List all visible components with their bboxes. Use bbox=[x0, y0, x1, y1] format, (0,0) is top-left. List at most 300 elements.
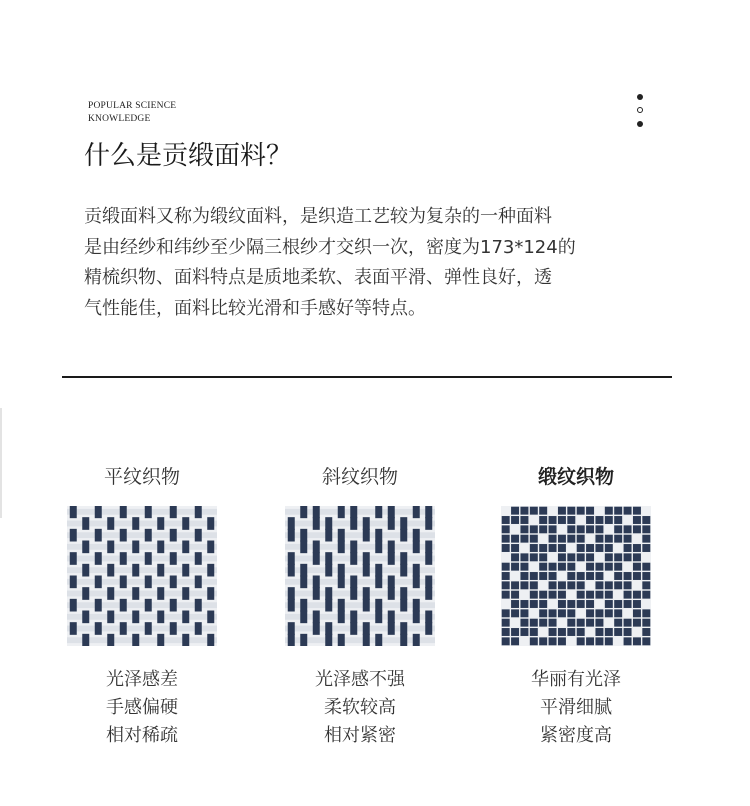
weave-cell bbox=[633, 525, 641, 533]
weave-cell bbox=[82, 541, 89, 554]
weave-cell bbox=[338, 529, 345, 542]
weave-cell bbox=[325, 634, 332, 646]
kicker-line-2: KNOWLEDGE bbox=[88, 114, 151, 124]
edge-shadow bbox=[0, 408, 2, 518]
weave-cell bbox=[350, 587, 357, 600]
weave-cell bbox=[95, 552, 102, 565]
weave-column-satin bbox=[486, 462, 666, 750]
weave-cell bbox=[170, 506, 177, 518]
weave-cell bbox=[567, 553, 575, 561]
weave-cell bbox=[530, 572, 538, 580]
weave-cell bbox=[120, 529, 127, 542]
weave-cell bbox=[313, 541, 320, 554]
weave-cell bbox=[549, 609, 557, 617]
weave-cell bbox=[132, 517, 139, 530]
weave-cell bbox=[95, 599, 102, 612]
weave-cell bbox=[605, 600, 613, 608]
weave-cell bbox=[70, 576, 77, 589]
weave-cell bbox=[642, 563, 650, 571]
weave-cell bbox=[363, 599, 370, 612]
weave-cell bbox=[633, 600, 641, 608]
weave-cell bbox=[567, 572, 575, 580]
weave-cell bbox=[549, 581, 557, 589]
weave-cell bbox=[633, 516, 641, 524]
weave-cell bbox=[313, 517, 320, 530]
weave-cell bbox=[285, 637, 435, 643]
weave-cell bbox=[107, 611, 114, 624]
weave-cell bbox=[363, 529, 370, 542]
weave-cell bbox=[170, 576, 177, 589]
weave-cell bbox=[67, 626, 217, 632]
weave-cell bbox=[502, 535, 510, 543]
weave-cell bbox=[558, 628, 566, 636]
weave-cell bbox=[300, 564, 307, 577]
weave-cell bbox=[338, 611, 345, 624]
weave-cell bbox=[539, 507, 547, 515]
weave-cell bbox=[132, 541, 139, 554]
weave-cell bbox=[313, 587, 320, 600]
weave-cell bbox=[624, 628, 632, 636]
weave-cell bbox=[363, 517, 370, 530]
weave-cell bbox=[288, 634, 295, 646]
weave-cell bbox=[595, 572, 603, 580]
weave-cell bbox=[605, 637, 613, 645]
weave-cell bbox=[157, 541, 164, 554]
weave-cell bbox=[363, 552, 370, 565]
weave-cell bbox=[350, 541, 357, 554]
weave-cell bbox=[375, 529, 382, 542]
weave-cell bbox=[170, 599, 177, 612]
weave-cell bbox=[300, 576, 307, 589]
weave-cell bbox=[558, 544, 566, 552]
weave-cell bbox=[400, 587, 407, 600]
weave-cell bbox=[549, 628, 557, 636]
weave-cell bbox=[539, 516, 547, 524]
weave-cell bbox=[586, 609, 594, 617]
weave-cell bbox=[157, 634, 164, 646]
weave-cell bbox=[375, 541, 382, 554]
weave-cell bbox=[363, 587, 370, 600]
intro-line: 精梳织物、面料特点是质地柔软、表面平滑、弹性良好，透 bbox=[84, 267, 552, 288]
weave-cell bbox=[288, 517, 295, 530]
more-options-icon[interactable] bbox=[636, 94, 644, 128]
weave-cell bbox=[567, 507, 575, 515]
weave-cell bbox=[577, 600, 585, 608]
weave-cell bbox=[595, 535, 603, 543]
weave-cell bbox=[182, 587, 189, 600]
weave-cell bbox=[595, 609, 603, 617]
weave-cell bbox=[614, 628, 622, 636]
weave-cell bbox=[388, 576, 395, 589]
weave-cell bbox=[502, 591, 510, 599]
feature-item: 紧密度高 bbox=[540, 725, 612, 746]
weave-cell bbox=[624, 525, 632, 533]
weave-cell bbox=[586, 553, 594, 561]
weave-cell bbox=[633, 609, 641, 617]
weave-cell bbox=[502, 516, 510, 524]
weave-cell bbox=[132, 564, 139, 577]
weave-cell bbox=[288, 552, 295, 565]
weave-cell bbox=[567, 525, 575, 533]
weave-cell bbox=[82, 564, 89, 577]
weave-cell bbox=[195, 529, 202, 542]
weave-cell bbox=[595, 544, 603, 552]
weave-cell bbox=[511, 535, 519, 543]
weave-cell bbox=[388, 622, 395, 635]
weave-cell bbox=[325, 552, 332, 565]
weave-cell bbox=[338, 564, 345, 577]
weave-cell bbox=[511, 516, 519, 524]
weave-cell bbox=[375, 611, 382, 624]
weave-cell bbox=[70, 529, 77, 542]
weave-cell bbox=[107, 541, 114, 554]
weave-cell bbox=[313, 506, 320, 518]
ring-icon bbox=[637, 107, 643, 113]
weave-cell bbox=[614, 516, 622, 524]
weave-cell bbox=[67, 602, 217, 608]
weave-cell bbox=[425, 622, 432, 635]
weave-cell bbox=[67, 591, 217, 597]
weave-cell bbox=[207, 517, 214, 530]
weave-cell bbox=[313, 611, 320, 624]
weave-cell bbox=[285, 626, 435, 632]
satin-weave-swatch bbox=[501, 506, 651, 646]
weave-cell bbox=[285, 544, 435, 550]
weave-cell bbox=[288, 599, 295, 612]
weave-cell bbox=[300, 611, 307, 624]
weave-cell bbox=[624, 535, 632, 543]
weave-cell bbox=[624, 619, 632, 627]
weave-cell bbox=[586, 563, 594, 571]
weave-cell bbox=[577, 581, 585, 589]
weave-cell bbox=[120, 599, 127, 612]
weave-cell bbox=[633, 637, 641, 645]
weave-cell bbox=[586, 591, 594, 599]
weave-cell bbox=[642, 525, 650, 533]
weave-cell bbox=[350, 611, 357, 624]
weave-cell bbox=[624, 553, 632, 561]
weave-cell bbox=[595, 525, 603, 533]
weave-cell bbox=[413, 634, 420, 646]
intro-paragraph bbox=[84, 202, 644, 324]
weave-cell bbox=[157, 587, 164, 600]
weave-cell bbox=[413, 564, 420, 577]
weave-cell bbox=[300, 506, 307, 518]
weave-cell bbox=[539, 525, 547, 533]
weave-cell bbox=[539, 600, 547, 608]
weave-cell bbox=[195, 622, 202, 635]
weave-cell bbox=[605, 544, 613, 552]
weave-cell bbox=[558, 591, 566, 599]
weave-cell bbox=[577, 619, 585, 627]
weave-cell bbox=[605, 553, 613, 561]
weave-cell bbox=[530, 544, 538, 552]
weave-cell bbox=[605, 581, 613, 589]
weave-cell bbox=[605, 591, 613, 599]
weave-cell bbox=[530, 628, 538, 636]
weave-cell bbox=[413, 541, 420, 554]
weave-cell bbox=[567, 563, 575, 571]
weave-cell bbox=[520, 516, 528, 524]
weave-cell bbox=[577, 591, 585, 599]
weave-cell bbox=[567, 581, 575, 589]
weave-cell bbox=[502, 581, 510, 589]
weave-cell bbox=[595, 637, 603, 645]
weave-heading: 平纹织物 bbox=[103, 466, 180, 488]
weave-cell bbox=[67, 506, 217, 646]
weave-cell bbox=[70, 622, 77, 635]
weave-cell bbox=[67, 567, 217, 573]
weave-cell bbox=[595, 581, 603, 589]
weave-cell bbox=[82, 611, 89, 624]
intro-line: 气性能佳，面料比较光滑和手感好等特点。 bbox=[84, 297, 426, 319]
weave-cell bbox=[642, 637, 650, 645]
weave-cell bbox=[388, 587, 395, 600]
weave-cell bbox=[633, 507, 641, 515]
weave-cell bbox=[586, 572, 594, 580]
weave-cell bbox=[300, 541, 307, 554]
dot-icon bbox=[637, 121, 643, 127]
weave-cell bbox=[642, 535, 650, 543]
weave-heading: 缎纹织物 bbox=[537, 466, 614, 488]
weave-cell bbox=[558, 581, 566, 589]
weave-cell bbox=[633, 591, 641, 599]
weave-cell bbox=[549, 563, 557, 571]
weave-cell bbox=[67, 509, 217, 515]
weave-cell bbox=[363, 622, 370, 635]
weave-cell bbox=[520, 563, 528, 571]
weave-cell bbox=[132, 587, 139, 600]
weave-cell bbox=[120, 576, 127, 589]
weave-cell bbox=[325, 564, 332, 577]
weave-cell bbox=[82, 587, 89, 600]
weave-cell bbox=[511, 591, 519, 599]
weave-cell bbox=[195, 599, 202, 612]
weave-cell bbox=[413, 529, 420, 542]
weave-cell bbox=[207, 541, 214, 554]
weave-cell bbox=[300, 634, 307, 646]
weave-cell bbox=[67, 637, 217, 643]
weave-features bbox=[486, 666, 666, 750]
weave-cell bbox=[388, 506, 395, 518]
weave-cell bbox=[400, 517, 407, 530]
weave-cell bbox=[338, 541, 345, 554]
page-title: 什么是贡缎面料？ bbox=[84, 141, 293, 171]
weave-cell bbox=[338, 576, 345, 589]
weave-cell bbox=[300, 599, 307, 612]
weave-cell bbox=[82, 517, 89, 530]
weave-cell bbox=[413, 506, 420, 518]
weave-cell bbox=[120, 552, 127, 565]
weave-cell bbox=[95, 529, 102, 542]
weave-features bbox=[270, 666, 450, 750]
weave-cell bbox=[170, 552, 177, 565]
weave-cell bbox=[520, 535, 528, 543]
section-kicker bbox=[88, 100, 208, 126]
weave-cell bbox=[285, 509, 435, 515]
weave-cell bbox=[388, 541, 395, 554]
weave-cell bbox=[338, 506, 345, 518]
weave-cell bbox=[502, 637, 510, 645]
weave-cell bbox=[338, 634, 345, 646]
weave-cell bbox=[511, 563, 519, 571]
weave-cell bbox=[400, 622, 407, 635]
weave-cell bbox=[549, 525, 557, 533]
weave-cell bbox=[425, 541, 432, 554]
weave-cell bbox=[182, 517, 189, 530]
weave-cell bbox=[375, 599, 382, 612]
weave-cell bbox=[558, 600, 566, 608]
weave-cell bbox=[350, 517, 357, 530]
weave-cell bbox=[400, 529, 407, 542]
weave-cell bbox=[595, 619, 603, 627]
weave-cell bbox=[567, 609, 575, 617]
weave-cell bbox=[285, 579, 435, 585]
weave-cell bbox=[107, 587, 114, 600]
weave-cell bbox=[67, 521, 217, 527]
weave-cell bbox=[67, 579, 217, 585]
weave-cell bbox=[400, 552, 407, 565]
weave-cell bbox=[624, 572, 632, 580]
weave-cell bbox=[539, 544, 547, 552]
weave-cell bbox=[605, 535, 613, 543]
weave-cell bbox=[577, 535, 585, 543]
weave-cell bbox=[549, 619, 557, 627]
weave-cell bbox=[511, 507, 519, 515]
weave-cell bbox=[350, 576, 357, 589]
weave-cell bbox=[120, 506, 127, 518]
weave-cell bbox=[567, 516, 575, 524]
weave-cell bbox=[313, 622, 320, 635]
weave-cell bbox=[520, 609, 528, 617]
weave-cell bbox=[511, 628, 519, 636]
weave-cell bbox=[350, 506, 357, 518]
weave-cell bbox=[614, 563, 622, 571]
weave-cell bbox=[425, 517, 432, 530]
weave-cell bbox=[530, 507, 538, 515]
weave-cell bbox=[549, 591, 557, 599]
weave-cell bbox=[363, 564, 370, 577]
weave-cell bbox=[95, 576, 102, 589]
weave-cell bbox=[586, 544, 594, 552]
weave-cell bbox=[614, 553, 622, 561]
weave-cell bbox=[586, 637, 594, 645]
weave-cell bbox=[425, 587, 432, 600]
weave-cell bbox=[207, 611, 214, 624]
weave-cell bbox=[400, 634, 407, 646]
weave-cell bbox=[182, 541, 189, 554]
weave-cell bbox=[567, 535, 575, 543]
weave-cell bbox=[288, 622, 295, 635]
weave-cell bbox=[207, 564, 214, 577]
weave-cell bbox=[67, 544, 217, 550]
weave-cell bbox=[502, 619, 510, 627]
weave-cell bbox=[182, 564, 189, 577]
weave-cell bbox=[614, 581, 622, 589]
weave-cell bbox=[67, 614, 217, 620]
weave-cell bbox=[157, 517, 164, 530]
weave-cell bbox=[605, 563, 613, 571]
weave-cell bbox=[530, 553, 538, 561]
weave-cell bbox=[624, 544, 632, 552]
weave-cell bbox=[614, 572, 622, 580]
twill-weave-swatch bbox=[285, 506, 435, 646]
weave-cell bbox=[388, 552, 395, 565]
weave-cell bbox=[614, 525, 622, 533]
weave-cell bbox=[633, 553, 641, 561]
weave-cell bbox=[388, 517, 395, 530]
weave-cell bbox=[502, 609, 510, 617]
weave-cell bbox=[502, 563, 510, 571]
weave-cell bbox=[614, 600, 622, 608]
weave-cell bbox=[325, 622, 332, 635]
weave-cell bbox=[425, 552, 432, 565]
weave-cell bbox=[67, 532, 217, 538]
weave-cell bbox=[70, 599, 77, 612]
weave-cell bbox=[313, 552, 320, 565]
weave-column-twill bbox=[270, 462, 450, 750]
weave-cell bbox=[511, 600, 519, 608]
weave-cell bbox=[425, 506, 432, 518]
weave-cell bbox=[577, 572, 585, 580]
weave-cell bbox=[70, 552, 77, 565]
weave-cell bbox=[157, 611, 164, 624]
weave-cell bbox=[400, 599, 407, 612]
weave-cell bbox=[633, 572, 641, 580]
weave-cell bbox=[530, 619, 538, 627]
feature-item: 相对稀疏 bbox=[106, 725, 178, 746]
weave-cell bbox=[285, 521, 435, 527]
weave-cell bbox=[530, 591, 538, 599]
weave-cell bbox=[558, 609, 566, 617]
weave-cell bbox=[642, 544, 650, 552]
weave-cell bbox=[577, 507, 585, 515]
feature-item: 手感偏硬 bbox=[106, 697, 178, 718]
weave-cell bbox=[285, 506, 435, 646]
weave-cell bbox=[520, 619, 528, 627]
weave-cell bbox=[586, 600, 594, 608]
weave-cell bbox=[182, 634, 189, 646]
weave-cell bbox=[132, 611, 139, 624]
weave-cell bbox=[145, 506, 152, 518]
weave-cell bbox=[633, 619, 641, 627]
weave-cell bbox=[530, 600, 538, 608]
weave-cell bbox=[605, 516, 613, 524]
weave-cell bbox=[120, 622, 127, 635]
weave-cell bbox=[530, 637, 538, 645]
weave-cell bbox=[502, 572, 510, 580]
weave-cell bbox=[95, 506, 102, 518]
section-divider bbox=[62, 376, 672, 378]
weave-cell bbox=[182, 611, 189, 624]
weave-cell bbox=[145, 576, 152, 589]
weave-cell bbox=[595, 628, 603, 636]
weave-cell bbox=[425, 576, 432, 589]
weave-cell bbox=[285, 614, 435, 620]
weave-cell bbox=[539, 553, 547, 561]
weave-cell bbox=[605, 628, 613, 636]
weave-cell bbox=[624, 591, 632, 599]
weave-cell bbox=[624, 507, 632, 515]
weave-cell bbox=[195, 576, 202, 589]
weave-cell bbox=[285, 602, 435, 608]
weave-cell bbox=[388, 611, 395, 624]
kicker-line-1: POPULAR SCIENCE bbox=[88, 101, 177, 111]
weave-cell bbox=[363, 634, 370, 646]
weave-cell bbox=[549, 544, 557, 552]
weave-cell bbox=[95, 622, 102, 635]
weave-cell bbox=[157, 564, 164, 577]
